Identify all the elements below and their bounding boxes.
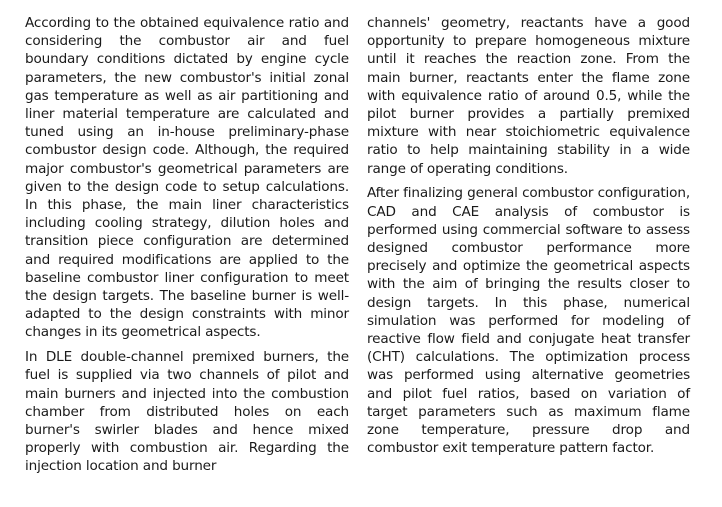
right-text-column: [367, 14, 690, 464]
paragraph-design-code: According to the obtained equivalence ratio and considering the combustor air and fuel boundary conditions dictated by engine cycle parameters, the new combustor's initial zonal gas temperature as well as air partitioning and liner material temperature are calculated and tuned using an in-house preliminary-phase combustor design code. Although, the required major combustor's geometrical parameters are given to the design code to setup calculations. In this phase, the main liner characteristics including cooling strategy, dilution holes and transition piece configuration are determined and required modifications are applied to the baseline combustor liner configuration to meet the design targets. The baseline burner is well-adapted to the design constraints with minor changes in its geometrical aspects.: [25, 15, 349, 341]
paragraph-channels-geometry: channels' geometry, reactants have a good opportunity to prepare homogeneous mixture until it reaches the reaction zone. From the main burner, reactants enter the flame zone with equivalence ratio of around 0.5, while the pilot burner provides a partially premixed mixture with near stoichiometric equivalence ratio to help maintaining stability in a wide range of operating conditions.: [367, 15, 690, 177]
paragraph-cad-cae-analysis: After finalizing general combustor configuration, CAD and CAE analysis of combustor is performed using commercial software to assess designed combustor performance more precisely and optimize the geometrical aspects with the aim of bringing the results closer to design targets. In this phase, numerical simulation was performed for modeling of reactive flow field and conjugate heat transfer (CHT) calculations. The optimization process was performed using alternative geometries and pilot fuel ratios, based on variation of target parameters such as maximum flame zone temperature, pressure drop and combustor exit temperature pattern factor.: [367, 185, 690, 457]
left-text-column: [25, 14, 349, 482]
paragraph-dle-burners: In DLE double-channel premixed burners, the fuel is supplied via two channels of pilot and main burners and injected into the combustion chamber from distributed holes on each burner's swirler blades and hence mixed properly with combustion air. Regarding the injection location and burner: [25, 349, 349, 475]
